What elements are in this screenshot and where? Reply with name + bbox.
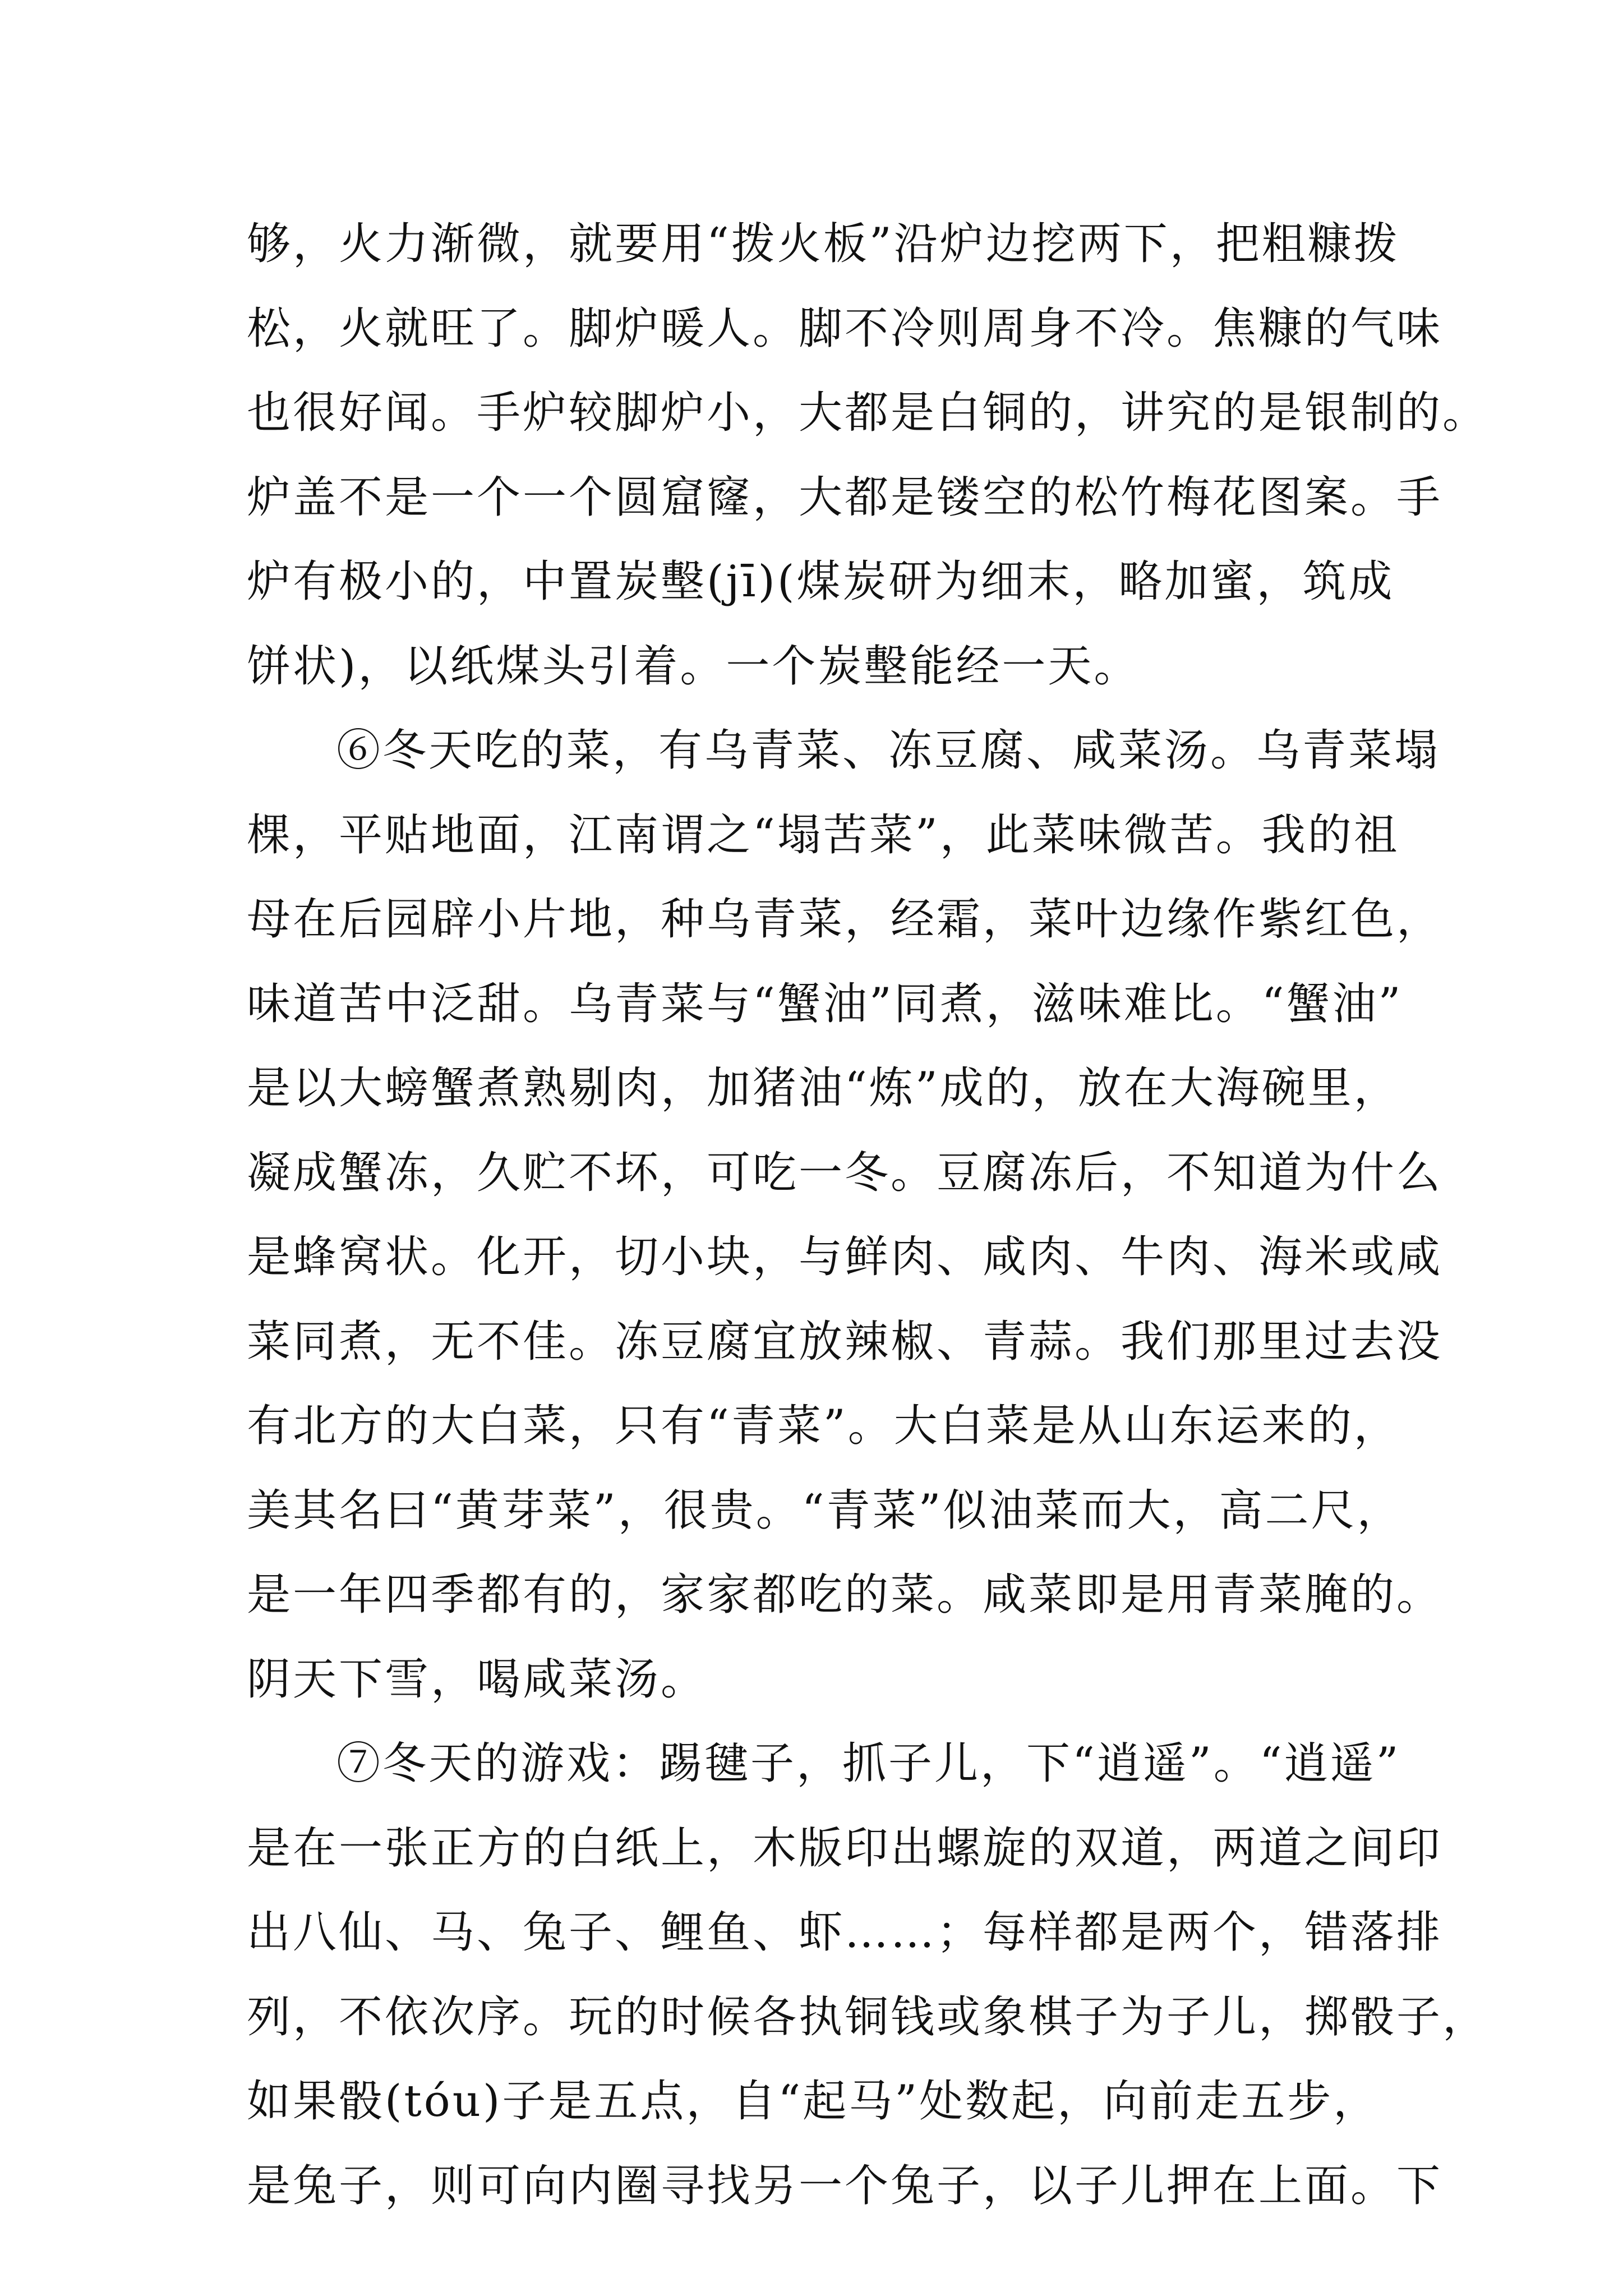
- text-line: 出八仙、马、兔子、鲤鱼、虾……；每样都是两个，错落排: [247, 1907, 1443, 1958]
- text-line: 是兔子，则可向内圈寻找另一个兔子，以子儿押在上面。下: [247, 2160, 1443, 2211]
- text-line: 松，火就旺了。脚炉暖人。脚不冷则周身不冷。焦糠的气味: [247, 303, 1443, 354]
- text-line: 菜同煮，无不佳。冻豆腐宜放辣椒、青蒜。我们那里过去没: [247, 1316, 1443, 1367]
- text-line: 如果骰(tóu)子是五点，自“起马”处数起，向前走五步，: [247, 2076, 1380, 2127]
- text-line: 有北方的大白菜，只有“青菜”。大白菜是从山东运来的，: [247, 1401, 1400, 1451]
- text-line: ⑥冬天吃的菜，有乌青菜、冻豆腐、咸菜汤。乌青菜塌: [336, 725, 1441, 776]
- text-line: 列，不依次序。玩的时候各执铜钱或象棋子为子儿，掷骰子，: [247, 1991, 1489, 2042]
- text-line: 棵，平贴地面，江南谓之“塌苦菜”，此菜味微苦。我的祖: [247, 809, 1400, 861]
- article-text: [247, 202, 1489, 2228]
- text-line: 是一年四季都有的，家家都吃的菜。咸菜即是用青菜腌的。: [247, 1570, 1443, 1620]
- text-line: 是在一张正方的白纸上，木版印出螺旋的双道，两道之间印: [247, 1823, 1443, 1874]
- text-line: 美其名曰“黄芽菜”，很贵。“青菜”似油菜而大，高二尺，: [247, 1485, 1403, 1536]
- text-line: 炉盖不是一个一个圆窟窿，大都是镂空的松竹梅花图案。手: [247, 472, 1443, 523]
- text-line: 凝成蟹冻，久贮不坏，可吃一冬。豆腐冻后，不知道为什么: [247, 1147, 1443, 1198]
- text-line: 饼状)，以纸煤头引着。一个炭墼能经一天。: [247, 641, 1140, 692]
- text-line: 是蜂窝状。化开，切小块，与鲜肉、咸肉、牛肉、海米或咸: [247, 1232, 1443, 1282]
- text-line: 味道苦中泛甜。乌青菜与“蟹油”同煮，滋味难比。“蟹油”: [247, 978, 1403, 1029]
- text-line: 是以大螃蟹煮熟剔肉，加猪油“炼”成的，放在大海碗里，: [247, 1063, 1400, 1114]
- text-line: 炉有极小的，中置炭墼(jī)(煤炭研为细末，略加蜜，筑成: [247, 556, 1395, 607]
- text-line: 够，火力渐微，就要用“拨火板”沿炉边挖两下，把粗糠拨: [247, 219, 1400, 269]
- text-line: 母在后园辟小片地，种乌青菜，经霜，菜叶边缘作紫红色，: [247, 894, 1443, 945]
- text-line: 阴天下雪，喝咸菜汤。: [247, 1654, 707, 1705]
- text-line: 也很好闻。手炉较脚炉小，大都是白铜的，讲究的是银制的。: [247, 388, 1489, 438]
- text-line: ⑦冬天的游戏：踢毽子，抓子儿，下“逍遥”。“逍遥”: [336, 1738, 1401, 1789]
